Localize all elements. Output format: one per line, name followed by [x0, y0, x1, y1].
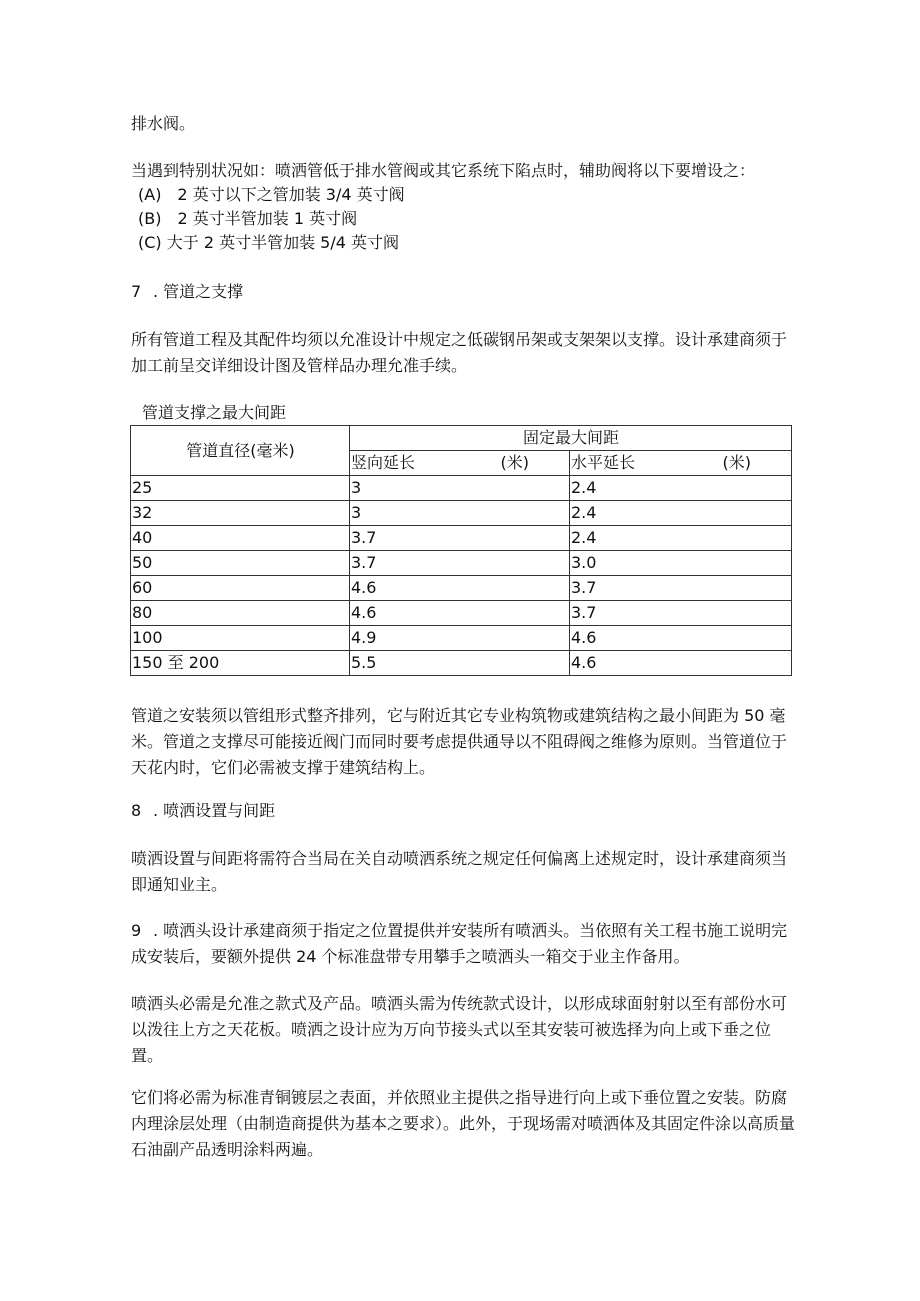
header-vertical	[350, 451, 570, 476]
header-vertical-unit: (米)	[500, 453, 529, 472]
cell-horizontal: 2.4	[570, 526, 792, 551]
cell-diameter: 50	[131, 551, 350, 576]
paragraph-sprinkler-finish: 它们将必需为标准青铜镀层之表面，并依照业主提供之指导进行向上或下垂位置之安装。防腐内理涂层处理（由制造商提供为基本之要求）。此外，于现场需对喷洒体及其固定件涂以高质量石油副产品透明涂料两遍。	[131, 1088, 796, 1159]
section-number: 8	[131, 801, 142, 820]
paragraph-intro: 排水阀。	[131, 114, 196, 133]
table-row	[131, 576, 792, 601]
table-header-row	[131, 426, 792, 451]
list-item-valve-a: (A) 2 英寸以下之管加装 3/4 英寸阀	[138, 185, 405, 204]
header-horizontal	[570, 451, 792, 476]
table-row	[131, 476, 792, 501]
cell-horizontal: 2.4	[570, 501, 792, 526]
list-item-valve-b: (B) 2 英寸半管加装 1 英寸阀	[138, 209, 358, 228]
table-row	[131, 651, 792, 676]
section-heading-8	[131, 798, 796, 824]
table-caption: 管道支撑之最大间距	[142, 403, 287, 422]
cell-vertical: 4.9	[350, 626, 570, 651]
header-horizontal-label: 水平延长	[571, 453, 636, 472]
paragraph-sprinkler-spacing: 喷洒设置与间距将需符合当局在关自动喷洒系统之规定任何偏离上述规定时，设计承建商须当即通知业主。	[131, 849, 788, 894]
cell-diameter: 80	[131, 601, 350, 626]
cell-horizontal: 4.6	[570, 651, 792, 676]
cell-diameter: 25	[131, 476, 350, 501]
header-horizontal-unit: (米)	[722, 453, 752, 472]
header-pipe-diameter: 管道直径(毫米)	[131, 426, 350, 476]
section-heading-9	[131, 918, 796, 970]
paragraph-special-conditions: 当遇到特别状况如：喷洒管低于排水管阀或其它系统下陷点时，辅助阀将以下要增设之：	[131, 161, 756, 180]
cell-horizontal: 3.7	[570, 601, 792, 626]
paragraph-pipe-installation: 管道之安装须以管组形式整齐排列，它与附近其它专业构筑物或建筑结构之最小间距为 50 毫米。管道之支撑尽可能接近阀门而同时要考虑提供通导以不阻碍阀之维修为原则。当管道位于天花内时，它们必需被支撑于建筑结构上。	[131, 706, 788, 777]
cell-vertical: 3.7	[350, 526, 570, 551]
cell-vertical: 5.5	[350, 651, 570, 676]
paragraph-sprinkler-head-type: 喷洒头必需是允准之款式及产品。喷洒头需为传统款式设计，以形成球面射射以至有部份水可以泼往上方之天花板。喷洒之设计应为万向节接头式以至其安装可被选择为向上或下垂之位置。	[131, 994, 788, 1065]
cell-horizontal: 2.4	[570, 476, 792, 501]
section-title: . 管道之支撑	[153, 282, 244, 301]
cell-vertical: 3.7	[350, 551, 570, 576]
header-vertical-label: 竖向延长	[351, 453, 416, 472]
section-title: . 喷洒设置与间距	[153, 801, 276, 820]
cell-horizontal: 3.0	[570, 551, 792, 576]
section-heading-7	[131, 279, 796, 305]
paragraph-pipe-support: 所有管道工程及其配件均须以允准设计中规定之低碳钢吊架或支架架以支撑。设计承建商须于加工前呈交详细设计图及管样品办理允准手续。	[131, 330, 788, 375]
cell-diameter: 40	[131, 526, 350, 551]
cell-vertical: 3	[350, 501, 570, 526]
section-number: 9	[131, 921, 142, 940]
cell-vertical: 4.6	[350, 576, 570, 601]
cell-horizontal: 4.6	[570, 626, 792, 651]
table-row	[131, 501, 792, 526]
cell-diameter: 150 至 200	[131, 651, 350, 676]
list-item-valve-c: (C) 大于 2 英寸半管加装 5/4 英寸阀	[138, 233, 400, 252]
cell-horizontal: 3.7	[570, 576, 792, 601]
section-number: 7	[131, 282, 142, 301]
section-body: . 喷洒头设计承建商须于指定之位置提供并安装所有喷洒头。当依照有关工程书施工说明完成安装后，要额外提供 24 个标准盘带专用攀手之喷洒头一箱交于业主作备用。	[131, 921, 788, 966]
cell-vertical: 4.6	[350, 601, 570, 626]
cell-diameter: 60	[131, 576, 350, 601]
support-spacing-table	[130, 425, 792, 676]
table-row	[131, 601, 792, 626]
cell-diameter: 32	[131, 501, 350, 526]
header-fixed-max-spacing: 固定最大间距	[350, 426, 792, 451]
cell-diameter: 100	[131, 626, 350, 651]
table-row	[131, 526, 792, 551]
table-row	[131, 626, 792, 651]
cell-vertical: 3	[350, 476, 570, 501]
table-row	[131, 551, 792, 576]
